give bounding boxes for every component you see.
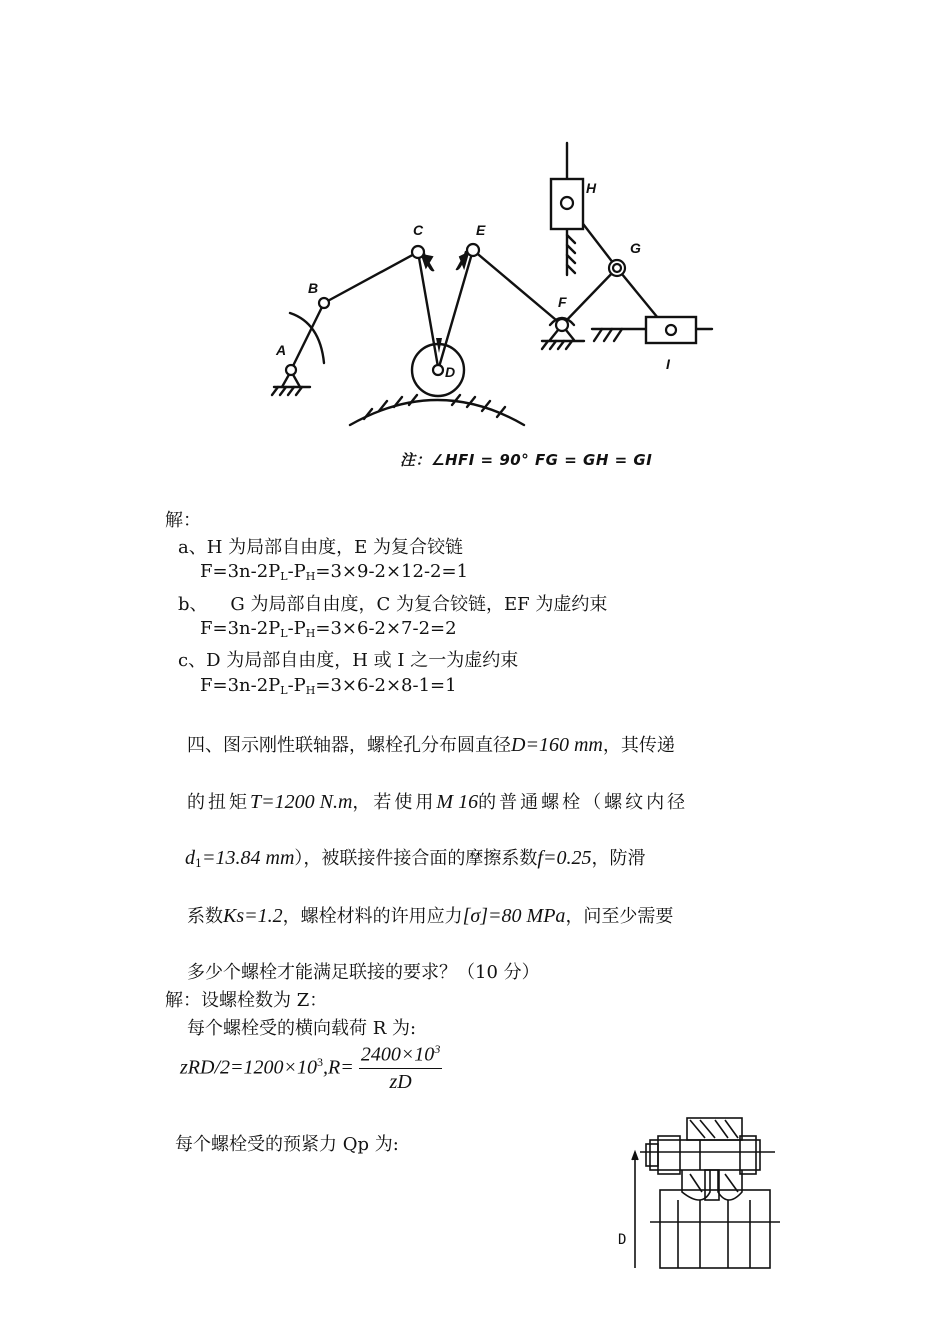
label-A: A xyxy=(276,342,287,358)
solution2-line1: 解：设螺栓数为 Z： xyxy=(165,990,328,1011)
mechanism-diagram xyxy=(262,135,722,435)
solution-b-text: b、 G 为局部自由度，C 为复合铰链，EF 为虚约束 xyxy=(178,594,608,615)
label-H: H xyxy=(586,180,597,196)
coupling-diagram xyxy=(610,1112,790,1272)
label-F: F xyxy=(558,294,567,310)
solution-c-formula: $F=3n-2P_L-P_H=3\times 6-2\times 8-1=1$ xyxy=(200,675,457,697)
label-G: G xyxy=(630,240,641,256)
dimension-label-D: D xyxy=(618,1232,627,1248)
label-I: I xyxy=(666,356,670,372)
solution-a-text: a、H 为局部自由度，E 为复合铰链 xyxy=(178,537,464,558)
problem4-line5: 多少个螺栓才能满足联接的要求？（10 分） xyxy=(187,962,540,983)
solution2-line2: 每个螺栓受的横向载荷 R 为: xyxy=(187,1018,417,1039)
label-C: C xyxy=(413,222,424,238)
solution-c-text: c、D 为局部自由度，H 或 I 之一为虚约束 xyxy=(178,650,519,671)
label-B: B xyxy=(308,280,319,296)
solution2-line3: 每个螺栓受的预紧力 Qp 为: xyxy=(175,1134,399,1155)
label-D: D xyxy=(445,364,456,380)
problem4-line2: 的扭矩T=1200 N.m，若使用M 16的普通螺栓（螺纹内径 xyxy=(187,791,689,813)
equation-shear-load: zRD/$2=1200\times 10^3,R=$ $\frac{2400\times 10^3}{zD}$ xyxy=(180,1042,441,1093)
label-E: E xyxy=(476,222,486,238)
solution-a-formula: $F=3n-2P_L-P_H=3\times 9-2\times 12-2=1$ xyxy=(200,561,469,583)
problem4-line1: 四、图示刚性联轴器，螺栓孔分布圆直径D=160 mm，其传递 xyxy=(187,734,675,756)
solution-heading: 解： xyxy=(165,510,201,531)
solution-b-formula: $F=3n-2P_L-P_H=3\times 6-2\times 7-2=2$ xyxy=(200,618,457,640)
problem4-line4: 系数Ks=1.2，螺栓材料的许用应力[σ]=80 MPa，问至少需要 xyxy=(187,905,674,927)
problem4-line3: $d_1=13.84$ mm），被联接件接合面的摩擦系数f=0.25，防滑 xyxy=(185,847,646,870)
figure-caption: 注：∠HFI = 90° FG = GH = GI xyxy=(400,451,653,469)
